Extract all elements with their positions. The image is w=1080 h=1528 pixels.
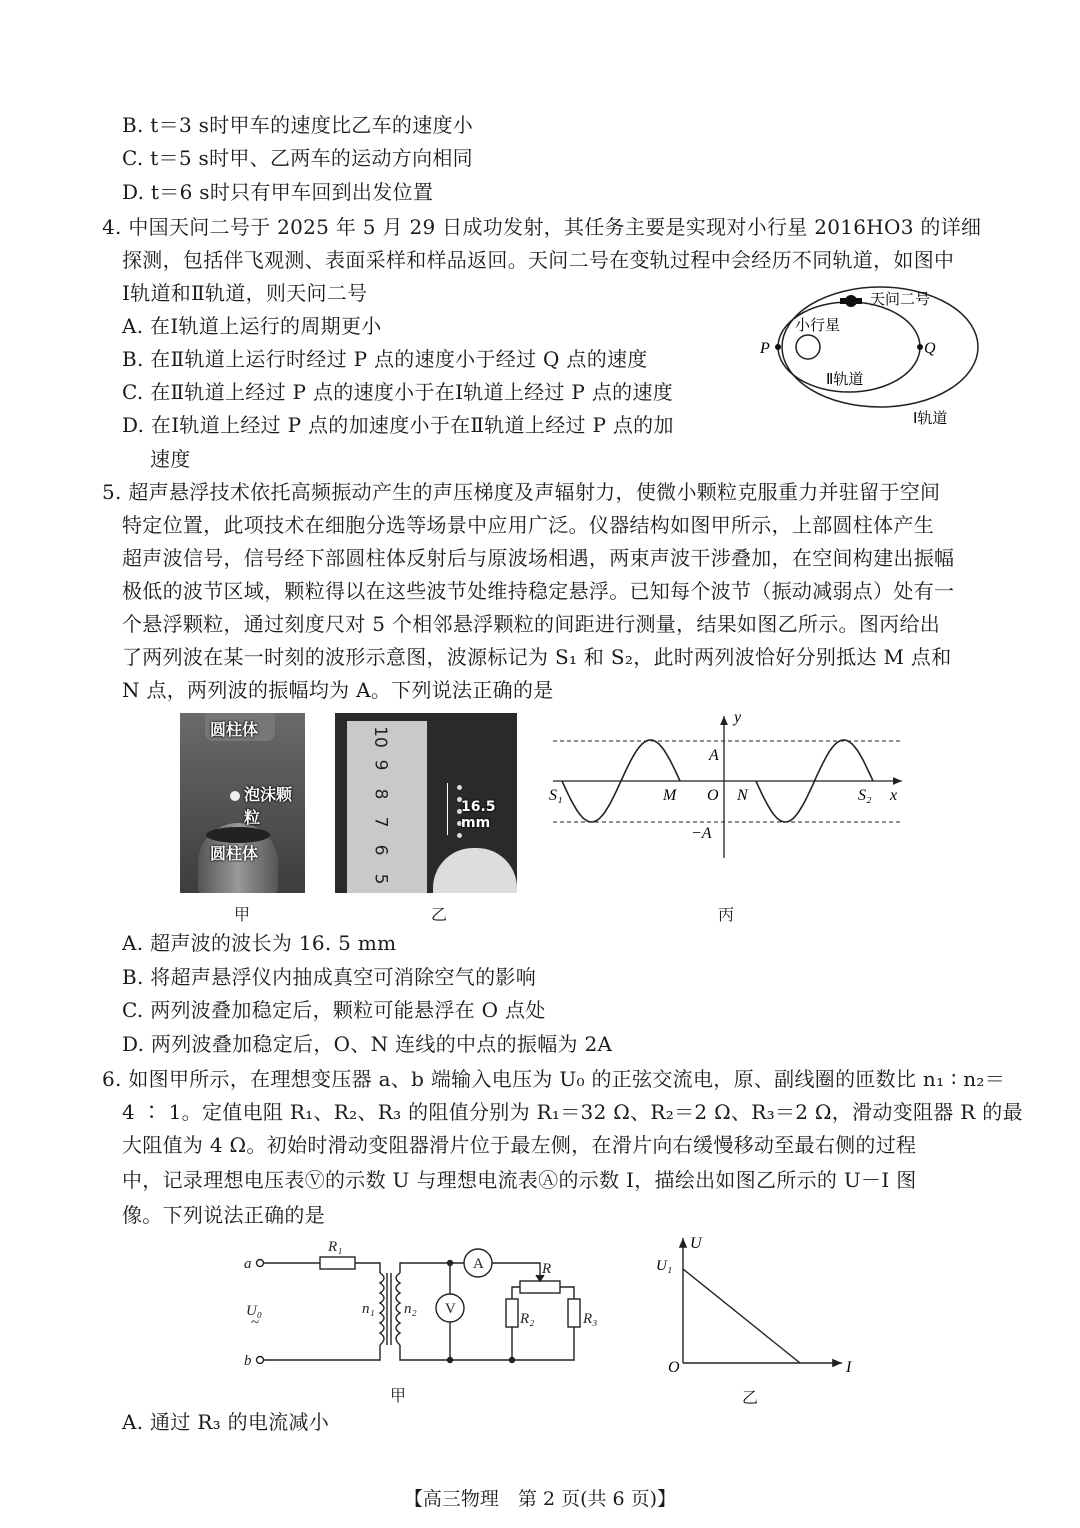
- orbit-2-label: Ⅱ轨道: [826, 372, 864, 388]
- y-axis-label: y: [734, 710, 742, 726]
- page-footer: 【高三物理 第 2 页(共 6 页)】: [403, 1488, 677, 1510]
- q6-stem-line: 大阻值为 4 Ω。初始时滑动变阻器滑片位于最左侧，在滑片向右缓慢移动至最右侧的过程: [122, 1133, 917, 1157]
- q6-option-a: A. 通过 R₃ 的电流减小: [122, 1410, 330, 1434]
- ac-symbol: ~: [251, 1315, 260, 1331]
- point-p-dot: [775, 344, 781, 350]
- q5-option-b: B. 将超声悬浮仪内抽成真空可消除空气的影响: [122, 965, 537, 989]
- asteroid-icon: [796, 335, 820, 359]
- ruler-mark: 8: [369, 788, 390, 800]
- u0-label: U₀: [246, 1303, 263, 1319]
- p-label: P: [760, 340, 770, 357]
- n-label: N: [737, 787, 748, 804]
- terminal-b: b: [244, 1353, 252, 1369]
- rheostat-r: [520, 1281, 560, 1293]
- amp-neg-label: −A: [691, 825, 712, 842]
- q-label: Q: [924, 340, 936, 357]
- q5-stem-line: 超声波信号，信号经下部圆柱体反射后与原波场相遇，两束声波干涉叠加，在空间构建出振幅: [122, 546, 955, 570]
- amp-pos-label: A: [709, 747, 719, 764]
- ammeter-label: A: [473, 1256, 484, 1272]
- q4-stem-line: 探测，包括伴飞观测、表面采样和样品返回。天问二号在变轨过程中会经历不同轨道，如图中: [122, 248, 955, 272]
- q6-stem-line: 像。下列说法正确的是: [122, 1203, 325, 1227]
- q6-stem-line: 4 ∶ 1。定值电阻 R₁、R₂、R₃ 的阻值分别为 R₁＝32 Ω、R₂＝2 Ω、R₃＝2 Ω，滑动变阻器 R 的最: [122, 1100, 1023, 1124]
- ruler-mark: 10: [369, 726, 390, 748]
- point-q-dot: [917, 344, 923, 350]
- particle-label: 泡沫颗粒: [244, 785, 293, 827]
- asteroid-label: 小行星: [795, 318, 841, 334]
- u-i-graph: [650, 1232, 870, 1377]
- caption-jia: 甲: [234, 905, 251, 924]
- circuit-diagram: [240, 1235, 620, 1375]
- q4-option-a: A. 在Ⅰ轨道上运行的周期更小: [122, 314, 382, 338]
- q5-stem-line: 了两列波在某一时刻的波形示意图，波源标记为 S₁ 和 S₂，此时两列波恰好分别抵达 M 点和: [122, 645, 952, 669]
- q6-stem-line: 中，记录理想电压表Ⓥ的示数 U 与理想电流表Ⓐ的示数 I，描绘出如图乙所示的 U－I 图: [122, 1168, 917, 1192]
- x-axis-label: x: [890, 787, 898, 804]
- ruler-mark: 5: [369, 873, 390, 885]
- q5-option-c: C. 两列波叠加稳定后，颗粒可能悬浮在 O 点处: [122, 998, 546, 1022]
- resistor-r1: [320, 1257, 355, 1269]
- q6-stem-line: 6. 如图甲所示，在理想变压器 a、b 端输入电压为 U₀ 的正弦交流电，原、副线圈的匝数比 n₁ ∶ n₂＝: [102, 1067, 1006, 1091]
- bottom-cylinder-label: 圆柱体: [210, 844, 259, 863]
- ruler-mark: 7: [369, 816, 390, 828]
- r3-label: R₃: [583, 1311, 598, 1327]
- q5-stem-line: 个悬浮颗粒，通过刻度尺对 5 个相邻悬浮颗粒的间距进行测量，结果如图乙所示。图丙给出: [122, 612, 941, 636]
- q4-option-c: C. 在Ⅱ轨道上经过 P 点的速度小于在Ⅰ轨道上经过 P 点的速度: [122, 380, 674, 404]
- q3-option-d: D. t＝6 s时只有甲车回到出发位置: [122, 180, 434, 204]
- resistor-r2: [506, 1299, 518, 1327]
- m-label: M: [663, 787, 677, 804]
- q4-option-b: B. 在Ⅱ轨道上运行时经过 P 点的速度小于经过 Q 点的速度: [122, 347, 648, 371]
- q3-option-c: C. t＝5 s时甲、乙两车的运动方向相同: [122, 146, 473, 170]
- q3-option-b: B. t＝3 s时甲车的速度比乙车的速度小: [122, 113, 474, 137]
- caption-bing: 丙: [718, 905, 735, 924]
- ruler-mark: 6: [369, 845, 390, 856]
- q4-option-d: D. 在Ⅰ轨道上经过 P 点的加速度小于在Ⅱ轨道上经过 P 点的加: [122, 413, 674, 437]
- top-cylinder-label: 圆柱体: [210, 720, 259, 739]
- q4-stem-line: 4. 中国天问二号于 2025 年 5 月 29 日成功发射，其任务主要是实现对小行星 2016HO3 的详细: [102, 215, 982, 239]
- measurement-label: 16.5 mm: [461, 799, 496, 831]
- secondary-coil: [396, 1273, 400, 1345]
- voltmeter-label: V: [445, 1301, 456, 1317]
- wave-diagram: [545, 710, 915, 860]
- q4-option-d-cont: 速度: [150, 447, 191, 471]
- u-axis-label: U: [690, 1235, 702, 1252]
- u1-label: U₁: [656, 1258, 673, 1274]
- q5-stem-line: N 点，两列波的振幅均为 A。下列说法正确的是: [122, 678, 554, 702]
- u-i-line: [683, 1269, 800, 1363]
- primary-coil: [380, 1273, 384, 1345]
- q5-stem-line: 极低的波节区域，颗粒得以在这些波节处维持稳定悬浮。已知每个波节（振动减弱点）处有一: [122, 579, 955, 603]
- caption-graph: 乙: [742, 1388, 759, 1407]
- i-axis-label: I: [846, 1359, 852, 1376]
- resistor-r3: [568, 1299, 580, 1327]
- probe-label: 天问二号: [870, 292, 931, 308]
- q5-stem-line: 特定位置，此项技术在细胞分选等场景中应用广泛。仪器结构如图甲所示，上部圆柱体产生: [122, 513, 934, 537]
- n1-label: n₁: [362, 1301, 375, 1317]
- orbit-1-label: Ⅰ轨道: [913, 411, 948, 427]
- s2-label: S₂: [858, 787, 872, 804]
- orbit-diagram: [750, 280, 990, 430]
- terminal-a: a: [244, 1256, 252, 1272]
- photo-levitator: [180, 713, 305, 893]
- caption-circuit: 甲: [390, 1386, 407, 1405]
- q4-stem-line: Ⅰ轨道和Ⅱ轨道，则天问二号: [122, 281, 368, 305]
- photo-ruler: [335, 713, 517, 893]
- q5-stem-line: 5. 超声悬浮技术依托高频振动产生的声压梯度及声辐射力，使微小颗粒克服重力并驻留于空间: [102, 480, 941, 504]
- n2-label: n₂: [404, 1301, 417, 1317]
- o-label: O: [707, 787, 719, 804]
- r-label: R: [542, 1261, 552, 1277]
- ruler-mark: 9: [369, 760, 390, 771]
- r2-label: R₂: [520, 1311, 535, 1327]
- q5-option-a: A. 超声波的波长为 16. 5 mm: [122, 931, 397, 955]
- r1-label: R₁: [328, 1239, 343, 1255]
- s1-label: S₁: [549, 787, 563, 804]
- origin-label: O: [668, 1359, 680, 1376]
- probe-icon: [840, 295, 862, 307]
- q5-option-d: D. 两列波叠加稳定后，O、N 连线的中点的振幅为 2A: [122, 1032, 613, 1056]
- caption-yi: 乙: [431, 905, 448, 924]
